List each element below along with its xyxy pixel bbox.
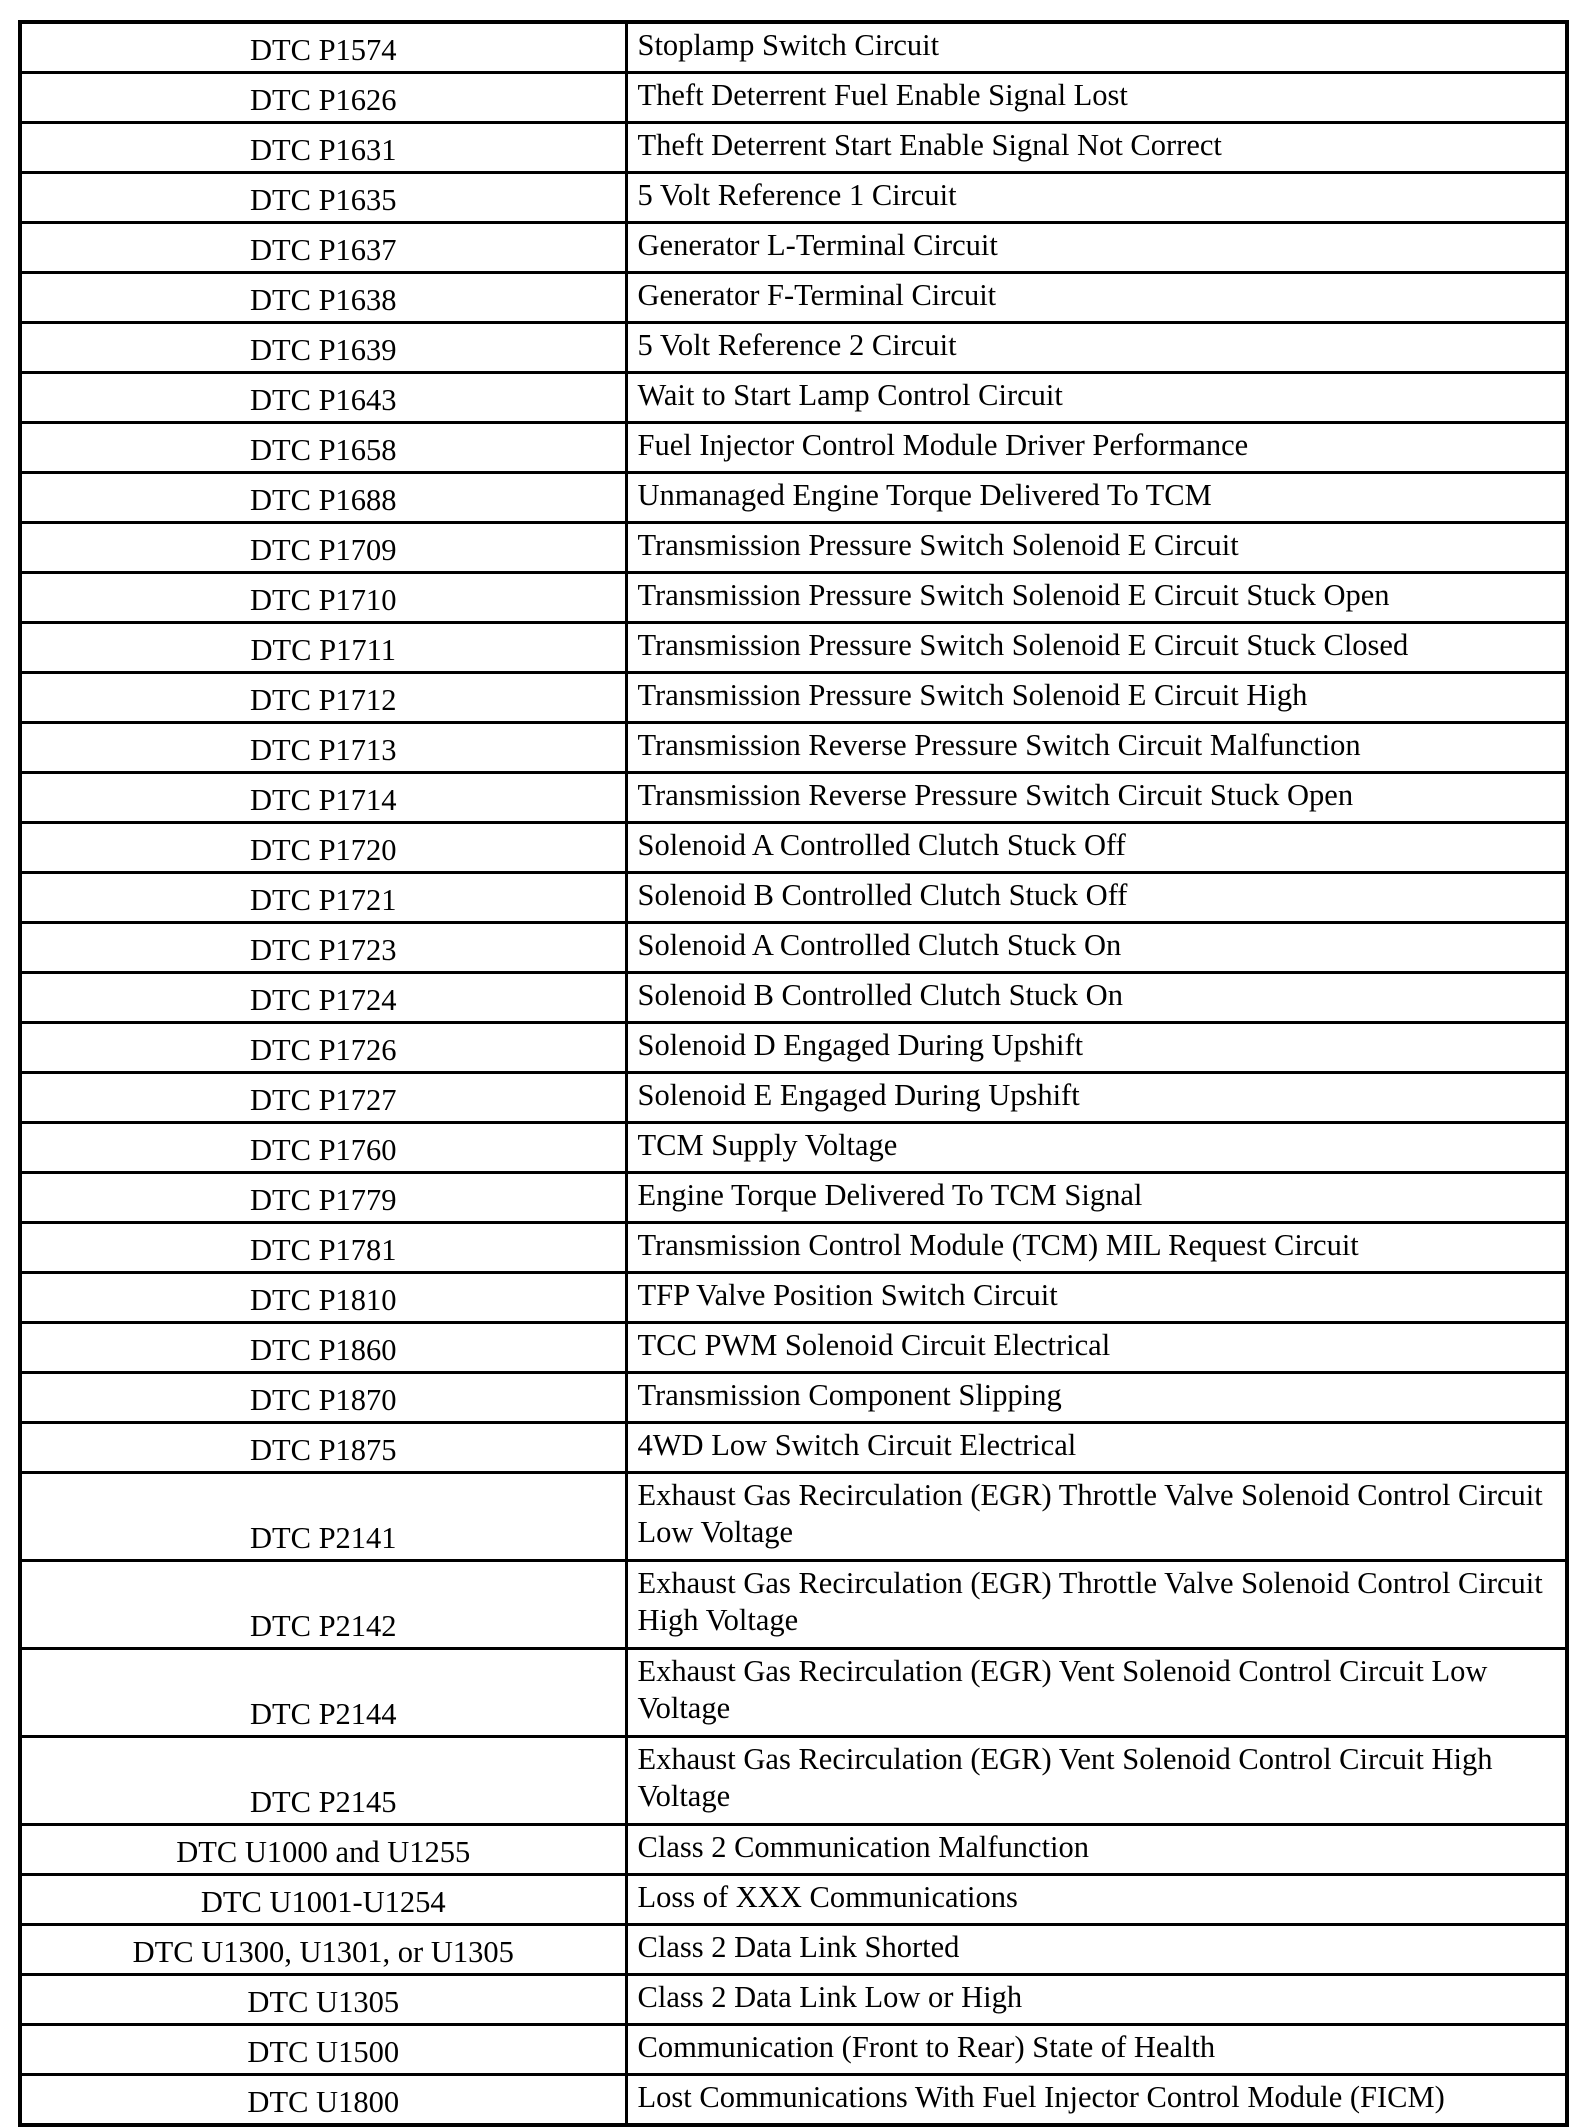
dtc-code-cell: DTC P1724: [20, 973, 626, 1023]
dtc-code-cell: DTC P1635: [20, 173, 626, 223]
dtc-code-cell: DTC U1500: [20, 2025, 626, 2075]
table-row: [20, 1323, 1567, 1373]
dtc-description-cell: Exhaust Gas Recirculation (EGR) Vent Solenoid Control Circuit High Voltage: [626, 1737, 1567, 1825]
table-row: [20, 723, 1567, 773]
dtc-description-cell: Theft Deterrent Start Enable Signal Not Correct: [626, 123, 1567, 173]
dtc-code-cell: DTC P1574: [20, 22, 626, 73]
dtc-description-cell: Transmission Reverse Pressure Switch Circuit Malfunction: [626, 723, 1567, 773]
dtc-description-cell: Exhaust Gas Recirculation (EGR) Throttle Valve Solenoid Control Circuit Low Voltage: [626, 1473, 1567, 1561]
table-row: [20, 773, 1567, 823]
dtc-code-cell: DTC P1727: [20, 1073, 626, 1123]
table-row: [20, 2075, 1567, 2126]
table-row: [20, 1975, 1567, 2025]
dtc-description-cell: Transmission Pressure Switch Solenoid E Circuit Stuck Open: [626, 573, 1567, 623]
dtc-description-cell: Transmission Reverse Pressure Switch Circuit Stuck Open: [626, 773, 1567, 823]
dtc-code-cell: DTC P1643: [20, 373, 626, 423]
dtc-code-cell: DTC P1638: [20, 273, 626, 323]
dtc-code-cell: DTC P1721: [20, 873, 626, 923]
dtc-code-cell: DTC U1001-U1254: [20, 1875, 626, 1925]
dtc-description-cell: Class 2 Communication Malfunction: [626, 1825, 1567, 1875]
dtc-code-cell: DTC P1688: [20, 473, 626, 523]
dtc-description-cell: Solenoid B Controlled Clutch Stuck Off: [626, 873, 1567, 923]
dtc-code-cell: DTC U1305: [20, 1975, 626, 2025]
dtc-code-cell: DTC P2145: [20, 1737, 626, 1825]
table-row: [20, 423, 1567, 473]
dtc-code-cell: DTC P1639: [20, 323, 626, 373]
dtc-description-cell: Stoplamp Switch Circuit: [626, 22, 1567, 73]
dtc-code-cell: DTC P2144: [20, 1649, 626, 1737]
dtc-code-cell: DTC P1860: [20, 1323, 626, 1373]
dtc-description-cell: Transmission Pressure Switch Solenoid E Circuit High: [626, 673, 1567, 723]
dtc-description-cell: Unmanaged Engine Torque Delivered To TCM: [626, 473, 1567, 523]
dtc-code-cell: DTC P1711: [20, 623, 626, 673]
table-row: [20, 973, 1567, 1023]
table-row: [20, 73, 1567, 123]
dtc-code-cell: DTC P2141: [20, 1473, 626, 1561]
dtc-description-cell: Generator L-Terminal Circuit: [626, 223, 1567, 273]
dtc-description-cell: Wait to Start Lamp Control Circuit: [626, 373, 1567, 423]
dtc-description-cell: Communication (Front to Rear) State of Health: [626, 2025, 1567, 2075]
dtc-description-cell: Solenoid E Engaged During Upshift: [626, 1073, 1567, 1123]
dtc-table: [18, 20, 1569, 2127]
dtc-description-cell: Loss of XXX Communications: [626, 1875, 1567, 1925]
table-row: [20, 22, 1567, 73]
dtc-description-cell: Exhaust Gas Recirculation (EGR) Throttle Valve Solenoid Control Circuit High Voltage: [626, 1561, 1567, 1649]
dtc-description-cell: 5 Volt Reference 1 Circuit: [626, 173, 1567, 223]
table-row: [20, 623, 1567, 673]
table-row: [20, 1737, 1567, 1825]
dtc-code-cell: DTC P1714: [20, 773, 626, 823]
table-row: [20, 473, 1567, 523]
table-row: [20, 823, 1567, 873]
dtc-code-cell: DTC P1810: [20, 1273, 626, 1323]
dtc-description-cell: TFP Valve Position Switch Circuit: [626, 1273, 1567, 1323]
dtc-code-cell: DTC U1800: [20, 2075, 626, 2126]
dtc-code-cell: DTC P1710: [20, 573, 626, 623]
table-row: [20, 573, 1567, 623]
table-row: [20, 1423, 1567, 1473]
dtc-description-cell: TCM Supply Voltage: [626, 1123, 1567, 1173]
table-row: [20, 523, 1567, 573]
table-row: [20, 1023, 1567, 1073]
dtc-description-cell: Solenoid D Engaged During Upshift: [626, 1023, 1567, 1073]
table-row: [20, 1473, 1567, 1561]
dtc-code-cell: DTC P1626: [20, 73, 626, 123]
table-row: [20, 1123, 1567, 1173]
dtc-description-cell: Solenoid A Controlled Clutch Stuck On: [626, 923, 1567, 973]
table-row: [20, 1561, 1567, 1649]
dtc-description-cell: Generator F-Terminal Circuit: [626, 273, 1567, 323]
dtc-code-cell: DTC P1658: [20, 423, 626, 473]
table-row: [20, 1173, 1567, 1223]
dtc-description-cell: Transmission Component Slipping: [626, 1373, 1567, 1423]
table-row: [20, 273, 1567, 323]
dtc-description-cell: 5 Volt Reference 2 Circuit: [626, 323, 1567, 373]
dtc-code-cell: DTC U1000 and U1255: [20, 1825, 626, 1875]
dtc-description-cell: Transmission Pressure Switch Solenoid E Circuit: [626, 523, 1567, 573]
table-row: [20, 1223, 1567, 1273]
table-row: [20, 1649, 1567, 1737]
table-row: [20, 1273, 1567, 1323]
table-row: [20, 1825, 1567, 1875]
dtc-code-cell: DTC P1720: [20, 823, 626, 873]
dtc-code-cell: DTC P1709: [20, 523, 626, 573]
dtc-code-cell: DTC P1726: [20, 1023, 626, 1073]
dtc-description-cell: Fuel Injector Control Module Driver Performance: [626, 423, 1567, 473]
dtc-description-cell: Exhaust Gas Recirculation (EGR) Vent Solenoid Control Circuit Low Voltage: [626, 1649, 1567, 1737]
dtc-description-cell: Lost Communications With Fuel Injector Control Module (FICM): [626, 2075, 1567, 2126]
table-row: [20, 1373, 1567, 1423]
dtc-code-cell: DTC P1779: [20, 1173, 626, 1223]
table-row: [20, 923, 1567, 973]
table-row: [20, 373, 1567, 423]
dtc-description-cell: Class 2 Data Link Shorted: [626, 1925, 1567, 1975]
dtc-code-cell: DTC P1760: [20, 1123, 626, 1173]
table-row: [20, 123, 1567, 173]
table-row: [20, 173, 1567, 223]
table-row: [20, 1875, 1567, 1925]
table-row: [20, 2025, 1567, 2075]
dtc-code-cell: DTC P1637: [20, 223, 626, 273]
dtc-code-cell: DTC P1723: [20, 923, 626, 973]
dtc-description-cell: 4WD Low Switch Circuit Electrical: [626, 1423, 1567, 1473]
table-row: [20, 1925, 1567, 1975]
table-row: [20, 1073, 1567, 1123]
dtc-description-cell: Transmission Control Module (TCM) MIL Request Circuit: [626, 1223, 1567, 1273]
table-row: [20, 223, 1567, 273]
dtc-description-cell: Solenoid A Controlled Clutch Stuck Off: [626, 823, 1567, 873]
table-row: [20, 323, 1567, 373]
dtc-code-cell: DTC P2142: [20, 1561, 626, 1649]
table-row: [20, 673, 1567, 723]
dtc-code-cell: DTC U1300, U1301, or U1305: [20, 1925, 626, 1975]
dtc-code-cell: DTC P1870: [20, 1373, 626, 1423]
dtc-description-cell: Theft Deterrent Fuel Enable Signal Lost: [626, 73, 1567, 123]
dtc-description-cell: Transmission Pressure Switch Solenoid E Circuit Stuck Closed: [626, 623, 1567, 673]
dtc-description-cell: TCC PWM Solenoid Circuit Electrical: [626, 1323, 1567, 1373]
dtc-description-cell: Solenoid B Controlled Clutch Stuck On: [626, 973, 1567, 1023]
table-row: [20, 873, 1567, 923]
dtc-code-cell: DTC P1781: [20, 1223, 626, 1273]
dtc-description-cell: Class 2 Data Link Low or High: [626, 1975, 1567, 2025]
dtc-code-cell: DTC P1631: [20, 123, 626, 173]
dtc-description-cell: Engine Torque Delivered To TCM Signal: [626, 1173, 1567, 1223]
dtc-code-cell: DTC P1713: [20, 723, 626, 773]
dtc-code-cell: DTC P1712: [20, 673, 626, 723]
dtc-code-cell: DTC P1875: [20, 1423, 626, 1473]
